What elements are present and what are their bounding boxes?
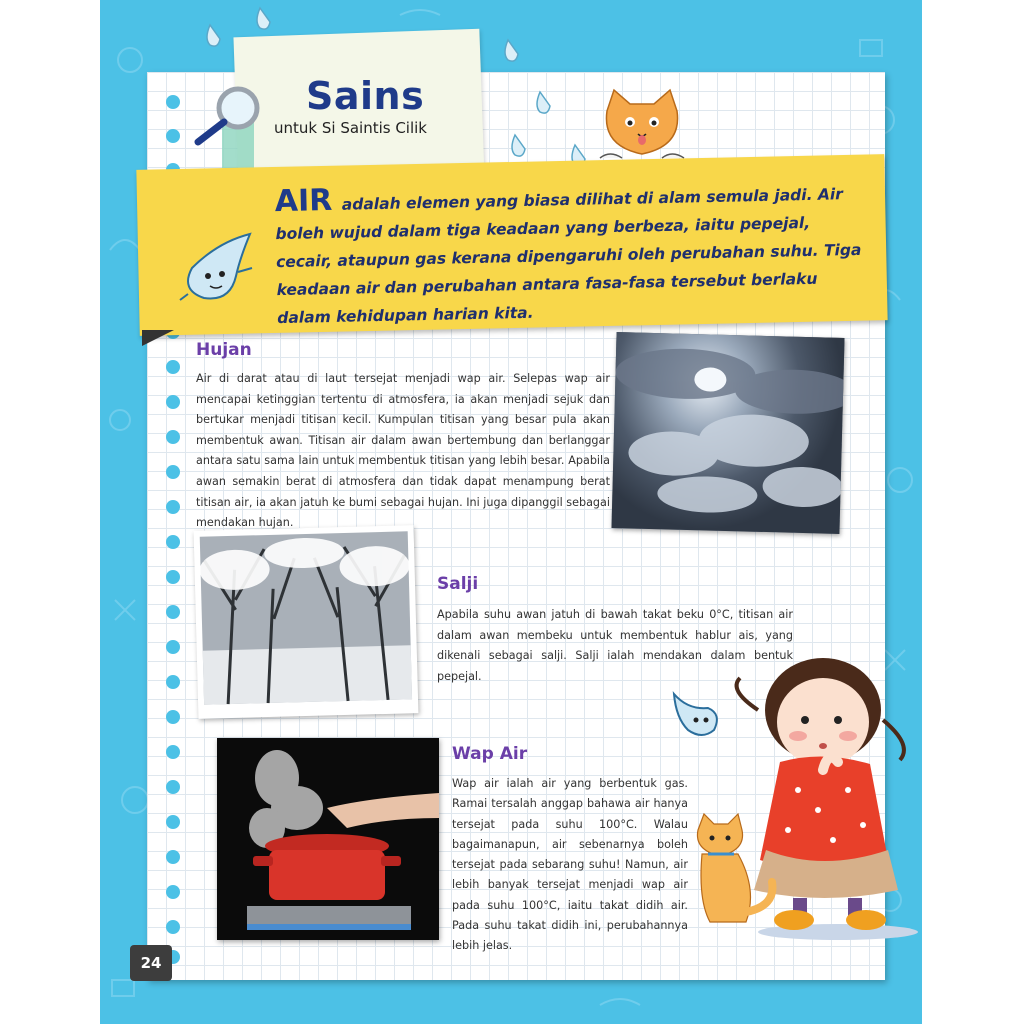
girl-illustration <box>688 650 922 942</box>
body-wap-air: Wap air ialah air yang berbentuk gas. Ramai tersalah anggap bahawa air hanya tersejat pada suhu 100°C. Walau bagaimanapun, air sebenarnya boleh tersejat pada sebarang suhu! Namun, air lebih banyak tersejat menjadi wap air pada suhu 100°C, iaitu takat didih air. Pada suhu takat didih ini, perubahannya lebih jelas. <box>452 777 688 953</box>
page-number: 24 <box>130 945 172 981</box>
heading-salji: Salji <box>437 574 479 594</box>
cat-illustration <box>592 86 692 166</box>
raindrop-character-icon <box>178 228 258 306</box>
intro-paragraph <box>275 176 864 332</box>
body-salji: Apabila suhu awan jatuh di bawah takat beku 0°C, titisan air dalam awan membeku untuk membentuk hablur ais, yang dikenali sebagai salji. Salji ialah mendakan dalam bentuk pepejal. <box>437 608 793 683</box>
page-title: Sains <box>306 74 425 118</box>
magnifying-glass-icon <box>190 82 270 152</box>
steaming-pot-photo <box>217 738 439 940</box>
intro-text: adalah elemen yang biasa dilihat di alam semula jadi. Air boleh wujud dalam tiga keadaan yang berbeza, iaitu pepejal, cecair, ataupun gas kerana dipengaruhi oleh perubahan suhu. Tiga keadaan air dan perubahan antara fasa-fasa tersebut berlaku dalam kehidupan harian kita. <box>275 185 862 328</box>
banner-fold <box>142 330 174 346</box>
page-subtitle: untuk Si Saintis Cilik <box>274 119 427 137</box>
heading-wap-air: Wap Air <box>452 744 528 764</box>
snow-photo <box>194 525 419 719</box>
intro-keyword: AIR <box>274 182 333 220</box>
body-hujan: Air di darat atau di laut tersejat menjadi wap air. Selepas wap air mencapai ketinggian tertentu di atmosfera, ia akan menjadi sejuk dan bertukar menjadi titisan kecil. Kumpulan titisan yang besar pula akan membentuk awan. Titisan air dalam awan bertembung dan berlanggar antara satu sama lain untuk membentuk titisan yang lebih besar. Apabila awan semakin berat di atmosfera dan tidak dapat menampung berat titisan air, ia akan jatuh ke bumi sebagai hujan. Ini juga dipanggil sebagai mendakan hujan. <box>196 372 610 530</box>
heading-hujan: Hujan <box>196 340 252 360</box>
cloud-photo <box>611 332 844 534</box>
